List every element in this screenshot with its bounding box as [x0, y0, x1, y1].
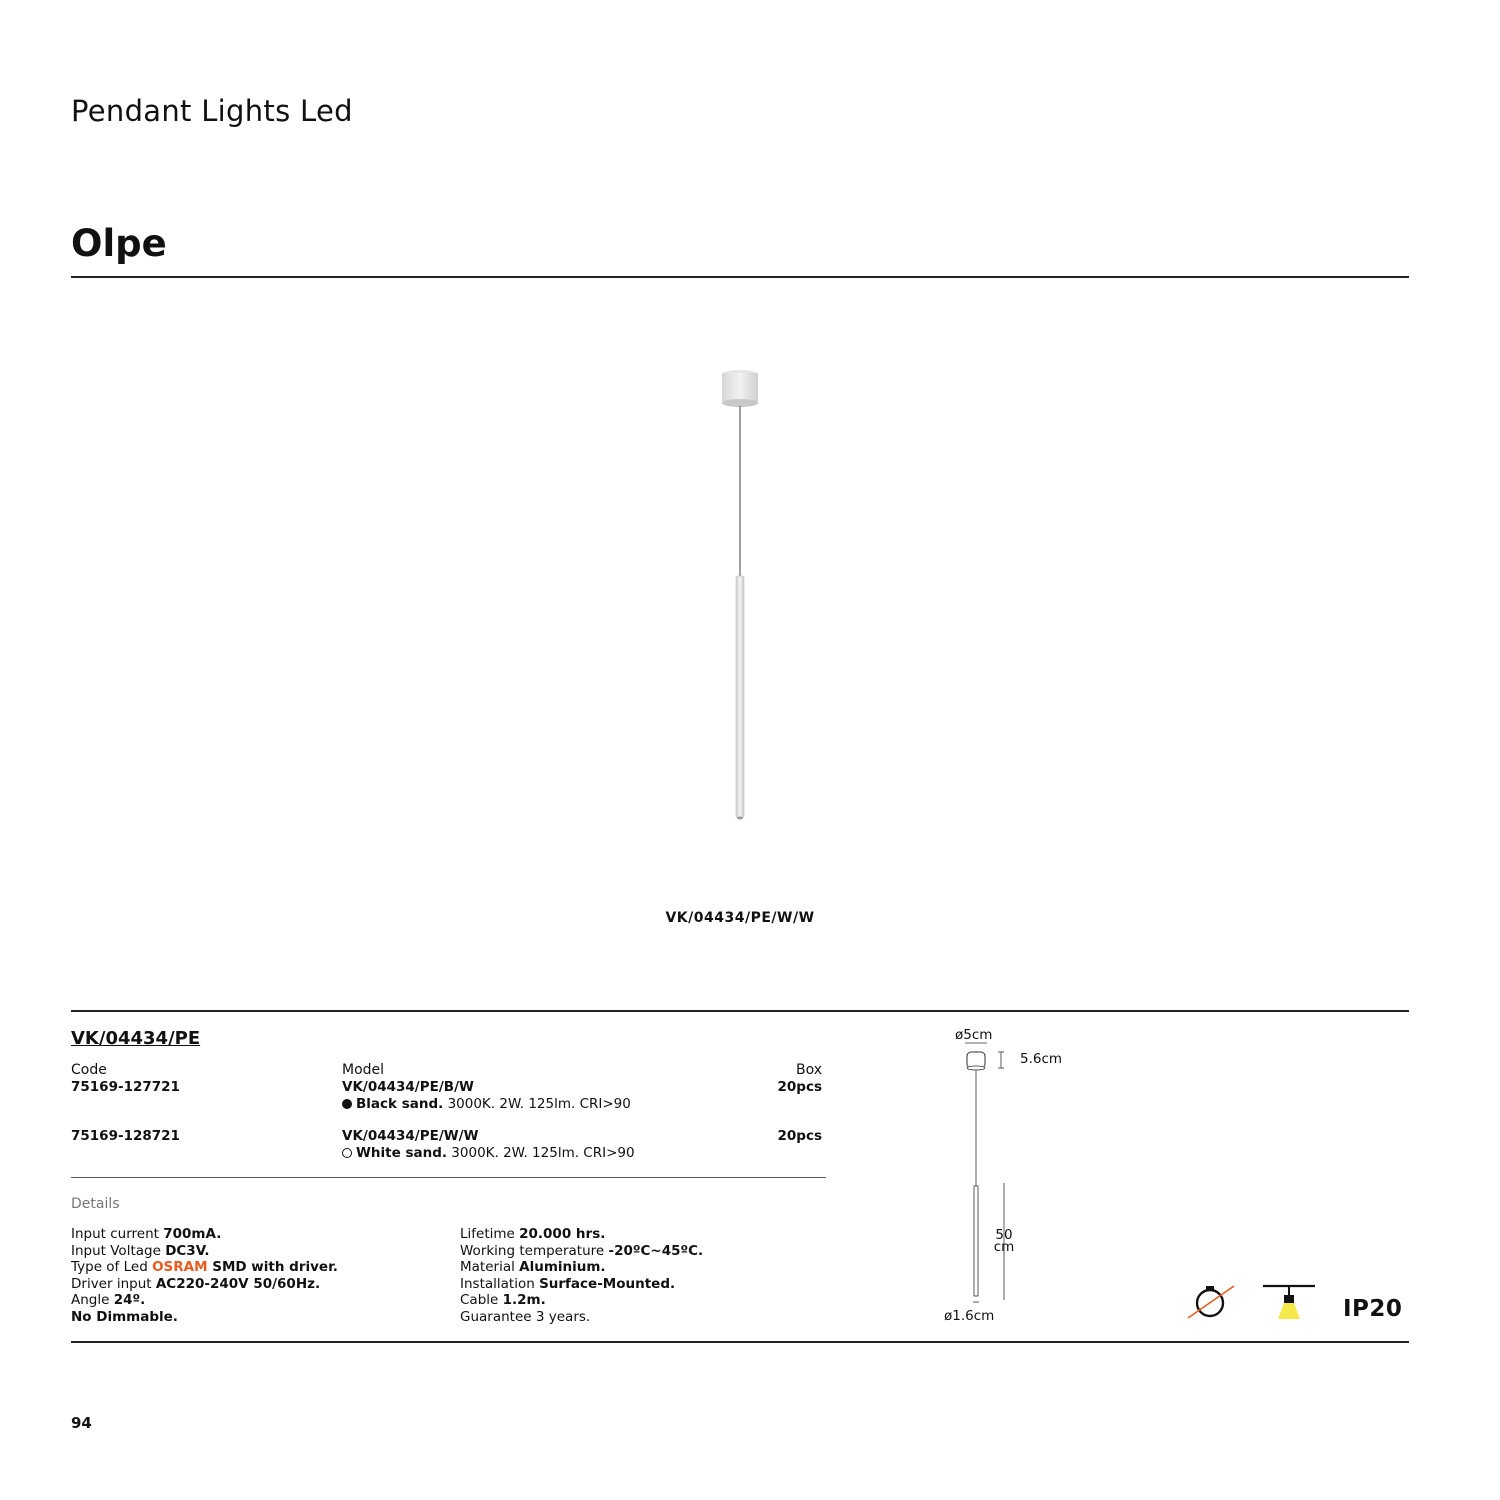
spec-material: Material Aluminium. — [460, 1259, 606, 1275]
osram-brand: OSRAM — [152, 1259, 208, 1275]
details-left-column — [71, 1226, 338, 1325]
spec-input-current: Input current 700mA. — [71, 1226, 222, 1242]
code-header: Code — [71, 1062, 107, 1078]
footer-divider — [71, 1341, 1409, 1343]
spot-beam-icon — [1262, 1283, 1316, 1323]
spec-installation: Installation Surface-Mounted. — [460, 1275, 676, 1292]
section-divider — [71, 1010, 1409, 1012]
body-diameter-label: ø1.6cm — [944, 1308, 995, 1324]
white-swatch-icon — [342, 1148, 352, 1158]
black-swatch-icon — [342, 1099, 352, 1109]
dimension-drawing — [955, 1040, 1015, 1310]
spec-driver-input: Driver input AC220-240V 50/60Hz. — [71, 1275, 321, 1292]
product-reference: VK/04434/PE — [71, 1028, 201, 1049]
spec-input-voltage: Input Voltage DC3V. — [71, 1242, 210, 1259]
spec-cable: Cable 1.2m. — [460, 1292, 546, 1308]
canopy-height-label: 5.6cm — [1020, 1051, 1063, 1067]
table-divider — [71, 1177, 826, 1178]
variant-box: 20pcs — [777, 1128, 822, 1144]
photo-caption: VK/04434/PE/W/W — [665, 910, 815, 926]
variant-finish: Black sand. — [356, 1096, 444, 1112]
variant-finish: White sand. — [356, 1145, 447, 1161]
ip-rating: IP20 — [1343, 1296, 1403, 1322]
variant-specs: 3000K. 2W. 125lm. CRI>90 — [447, 1096, 631, 1112]
variant-specs: 3000K. 2W. 125lm. CRI>90 — [451, 1145, 635, 1161]
title-divider — [71, 276, 1409, 278]
spec-working-temperature: Working temperature -20ºC~45ºC. — [460, 1242, 704, 1259]
category-title: Pendant Lights Led — [71, 94, 353, 128]
no-dimmer-icon — [1186, 1283, 1238, 1321]
variant-code: 75169-128721 — [71, 1128, 180, 1144]
product-title: Olpe — [71, 222, 167, 265]
canopy-diameter-label: ø5cm — [955, 1027, 993, 1043]
variant-description — [342, 1145, 635, 1161]
details-label: Details — [71, 1196, 120, 1212]
variant-model: VK/04434/PE/W/W — [342, 1128, 479, 1144]
box-header: Box — [795, 1062, 822, 1078]
model-header: Model — [342, 1062, 385, 1078]
spec-dimmable: No Dimmable. — [71, 1308, 178, 1325]
details-right-column — [460, 1226, 703, 1325]
spec-guarantee: Guarantee 3 years. — [460, 1308, 591, 1325]
variant-code: 75169-127721 — [71, 1079, 180, 1095]
spec-lifetime: Lifetime 20.000 hrs. — [460, 1226, 606, 1242]
body-length-label: 50 cm — [993, 1227, 1015, 1255]
variant-model: VK/04434/PE/B/W — [342, 1079, 474, 1095]
variant-box: 20pcs — [777, 1079, 822, 1095]
spec-angle: Angle 24º. — [71, 1292, 146, 1308]
product-photo — [690, 360, 790, 830]
page-number: 94 — [71, 1414, 92, 1432]
variant-description — [342, 1096, 631, 1112]
spec-led-type: Type of Led OSRAM SMD with driver. — [71, 1259, 338, 1275]
